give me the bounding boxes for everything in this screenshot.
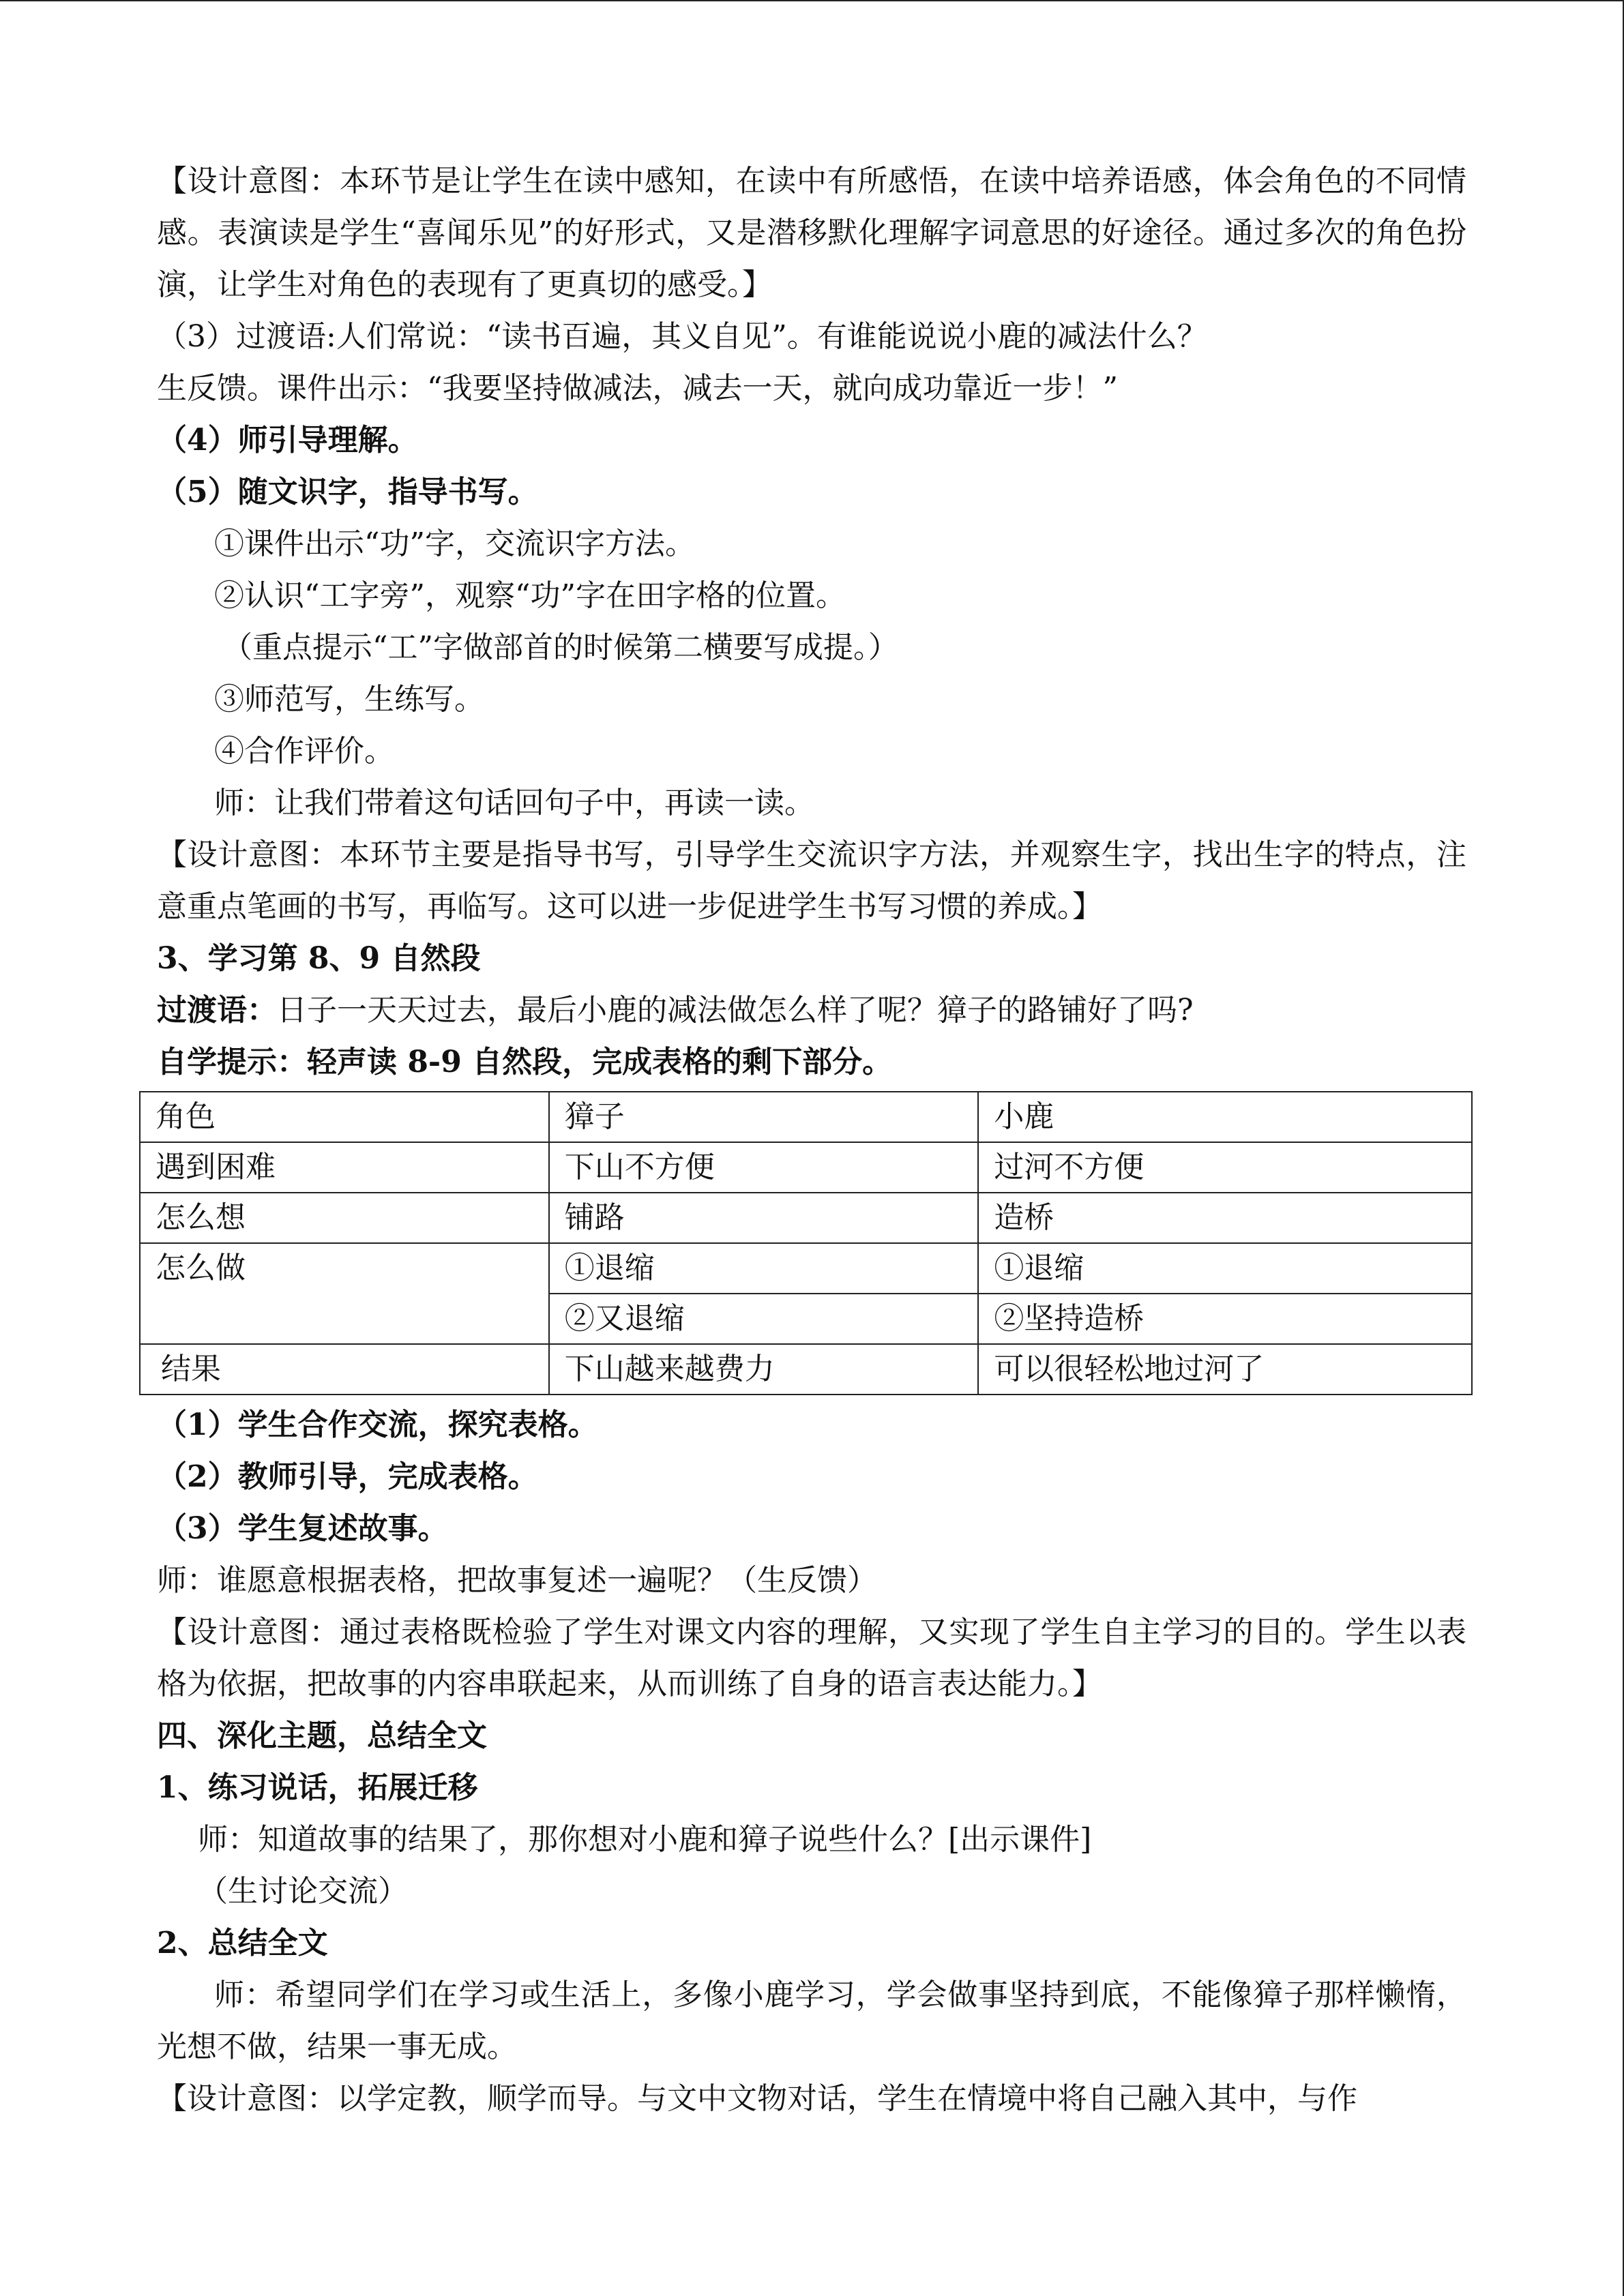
table-cell: ①退缩 <box>549 1243 979 1294</box>
substep-note: （重点提示“工”字做部首的时候第二横要写成提。） <box>222 630 898 665</box>
table-cell: 过河不方便 <box>978 1142 1472 1193</box>
table-cell: 铺路 <box>549 1193 979 1243</box>
teacher-line-2: 师：谁愿意根据表格，把故事复述一遍呢？（生反馈） <box>157 1563 877 1598</box>
design-intent-paragraph-2: 【设计意图：本环节主要是指导书写，引导学生交流识字方法，并观察生字，找出生字的特点，注意重点笔画的书写，再临写。这可以进一步促进学生书写习惯的养成。】 <box>157 837 1466 924</box>
table-cell: 下山越来越费力 <box>549 1344 979 1395</box>
table-cell: 獐子 <box>549 1092 979 1142</box>
table-cell: ②坚持造桥 <box>978 1294 1472 1344</box>
activity-3: （3）学生复述故事。 <box>157 1511 448 1546</box>
substep-4: ④合作评价。 <box>214 734 394 769</box>
transition-paragraph: （3）过渡语:人们常说：“读书百遍，其义自见”。有谁能说说小鹿的减法什么？ <box>157 319 1207 354</box>
teacher-line-3: 师：知道故事的结果了，那你想对小鹿和獐子说些什么？[出示课件] <box>198 1822 1092 1857</box>
substep-2: ②认识“工字旁”，观察“功”字在田字格的位置。 <box>214 578 846 613</box>
transition-line-2 <box>157 985 1466 1037</box>
design-intent-paragraph-1: 【设计意图：本环节是让学生在读中感知，在读中有所感悟，在读中培养语感，体会角色的不同情感。表演读是学生“喜闻乐见”的好形式，又是潜移默化理解字词意思的好途径。通过多次的角色扮演，让学生对角色的表现有了更真切的感受。】 <box>157 164 1466 302</box>
section-4-heading: 四、深化主题，总结全文 <box>157 1718 487 1753</box>
activity-2: （2）教师引导，完成表格。 <box>157 1459 538 1494</box>
table-row <box>140 1092 1472 1142</box>
student-discussion: （生讨论交流） <box>198 1874 408 1909</box>
activity-1: （1）学生合作交流，探究表格。 <box>157 1407 598 1442</box>
self-study-hint: 自学提示：轻声读 8-9 自然段，完成表格的剩下部分。 <box>157 1045 893 1079</box>
transition-text: 日子一天天过去，最后小鹿的减法做怎么样了呢？獐子的路铺好了吗? <box>277 993 1194 1028</box>
transition-label: 过渡语： <box>157 993 277 1028</box>
table-row <box>140 1193 1472 1243</box>
step-4-heading: （4）师引导理解。 <box>157 423 418 458</box>
table-cell: 造桥 <box>978 1193 1472 1243</box>
table-cell: 怎么做 <box>140 1243 549 1344</box>
summary-paragraph: 师：希望同学们在学习或生活上，多像小鹿学习，学会做事坚持到底，不能像獐子那样懒惰，光想不做，结果一事无成。 <box>157 1978 1466 2064</box>
design-intent-paragraph-3: 【设计意图：通过表格既检验了学生对课文内容的理解，又实现了学生自主学习的目的。学生以表格为依据，把故事的内容串联起来，从而训练了自身的语言表达能力。】 <box>157 1615 1466 1701</box>
table-row <box>140 1344 1472 1395</box>
table-cell: 结果 <box>140 1344 549 1395</box>
section-3-heading: 3、学习第 8、9 自然段 <box>157 941 481 976</box>
table-cell: 可以很轻松地过河了 <box>978 1344 1472 1395</box>
substep-3: ③师范写，生练写。 <box>214 682 484 717</box>
document-body <box>157 155 1466 2125</box>
subsection-2-heading: 2、总结全文 <box>157 1926 328 1960</box>
table-cell: ②又退缩 <box>549 1294 979 1344</box>
table-cell: 遇到困难 <box>140 1142 549 1193</box>
comparison-table <box>139 1091 1473 1395</box>
student-feedback-paragraph: 生反馈。课件出示：“我要坚持做减法，减去一天，就向成功靠近一步！” <box>157 371 1118 406</box>
table-cell: 怎么想 <box>140 1193 549 1243</box>
table-cell: 小鹿 <box>978 1092 1472 1142</box>
step-5-heading: （5）随文识字，指导书写。 <box>157 475 538 509</box>
substep-1: ①课件出示“功”字，交流识字方法。 <box>214 526 695 561</box>
teacher-line-1: 师：让我们带着这句话回句子中，再读一读。 <box>214 786 814 820</box>
subsection-1-heading: 1、练习说话，拓展迁移 <box>157 1770 478 1805</box>
table-cell: ①退缩 <box>978 1243 1472 1294</box>
design-intent-paragraph-4: 【设计意图：以学定教，顺学而导。与文中文物对话，学生在情境中将自己融入其中，与作 <box>157 2081 1357 2116</box>
table-cell: 角色 <box>140 1092 549 1142</box>
table-row <box>140 1142 1472 1193</box>
table-cell: 下山不方便 <box>549 1142 979 1193</box>
table-row <box>140 1243 1472 1294</box>
